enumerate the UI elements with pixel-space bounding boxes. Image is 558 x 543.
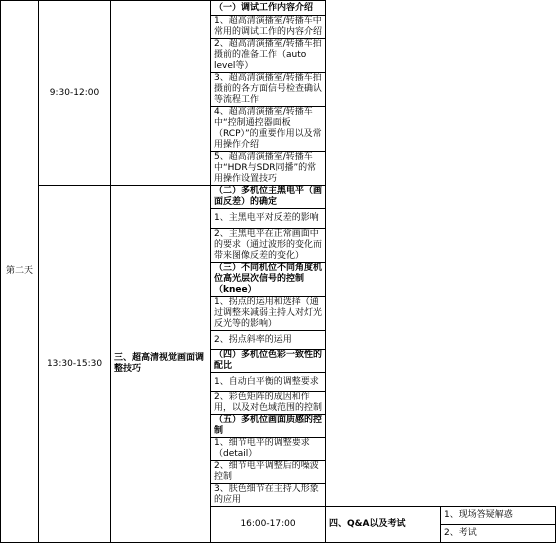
section-title-5: （五）多机位画面质感的控制 [211,415,326,438]
list-item: 2、考试 [441,525,556,543]
list-item: 2、主黑电平在正常画面中的要求（通过波形的变化而带来图像反差的变化） [211,229,326,263]
list-item: 5、超高清演播室/转播车中“HDR与SDR同播”的常用操作设置技巧 [211,152,326,186]
list-item: 2、细节电平调整后的噪波控制 [211,461,326,484]
list-item: 4、超高清演播室/转播车中“控制通控器面板（RCP）”的重要作用以及常用操作介绍 [211,107,326,152]
list-item: 1、细节电平的调整要求（detail） [211,438,326,461]
time-cell-qa: 16:00-17:00 [211,507,326,543]
section-title-3: （三）不同机位不同角度机位高光层次信号的控制（knee） [211,263,326,297]
topic-cell-qa: 四、Q&A以及考试 [326,507,441,543]
list-item: 1、现场答疑解惑 [441,507,556,525]
topic-cell-morning [111,1,211,186]
list-item: 3、超高清演播室/转播车拍摄前的各方面信号检查确认等流程工作 [211,73,326,107]
list-item: 2、彩色矩阵的成因和作用，以及对色域范围的控制 [211,392,326,415]
section-title-4: （四）多机位色彩一致性的配比 [211,350,326,373]
list-item: 1、自动白平衡的调整要求 [211,373,326,392]
section-title-2: （二）多机位主黑电平（画面反差）的确定 [211,186,326,209]
list-item: 1、主黑电平对反差的影响 [211,209,326,229]
list-item: 1、超高清演播室/转播车中常用的调试工作的内容介绍 [211,16,326,39]
list-item: 3、肤色细节在主持人形象的应用 [211,484,326,507]
topic-cell-afternoon: 三、超高清视觉画面调整技巧 [111,186,211,543]
list-item: 2、拐点斜率的运用 [211,331,326,350]
section-title-1: （一）调试工作内容介绍 [211,1,326,16]
list-item: 2、超高清演播室/转播车拍摄前的准备工作（auto level等） [211,39,326,73]
time-cell-morning: 9:30-12:00 [39,1,111,186]
time-cell-afternoon: 13:30-15:30 [39,186,111,543]
list-item: 1、拐点的运用和选择（通过调整来减弱主持人对灯光反光等的影响） [211,297,326,331]
day-cell: 第二天 [1,1,39,543]
